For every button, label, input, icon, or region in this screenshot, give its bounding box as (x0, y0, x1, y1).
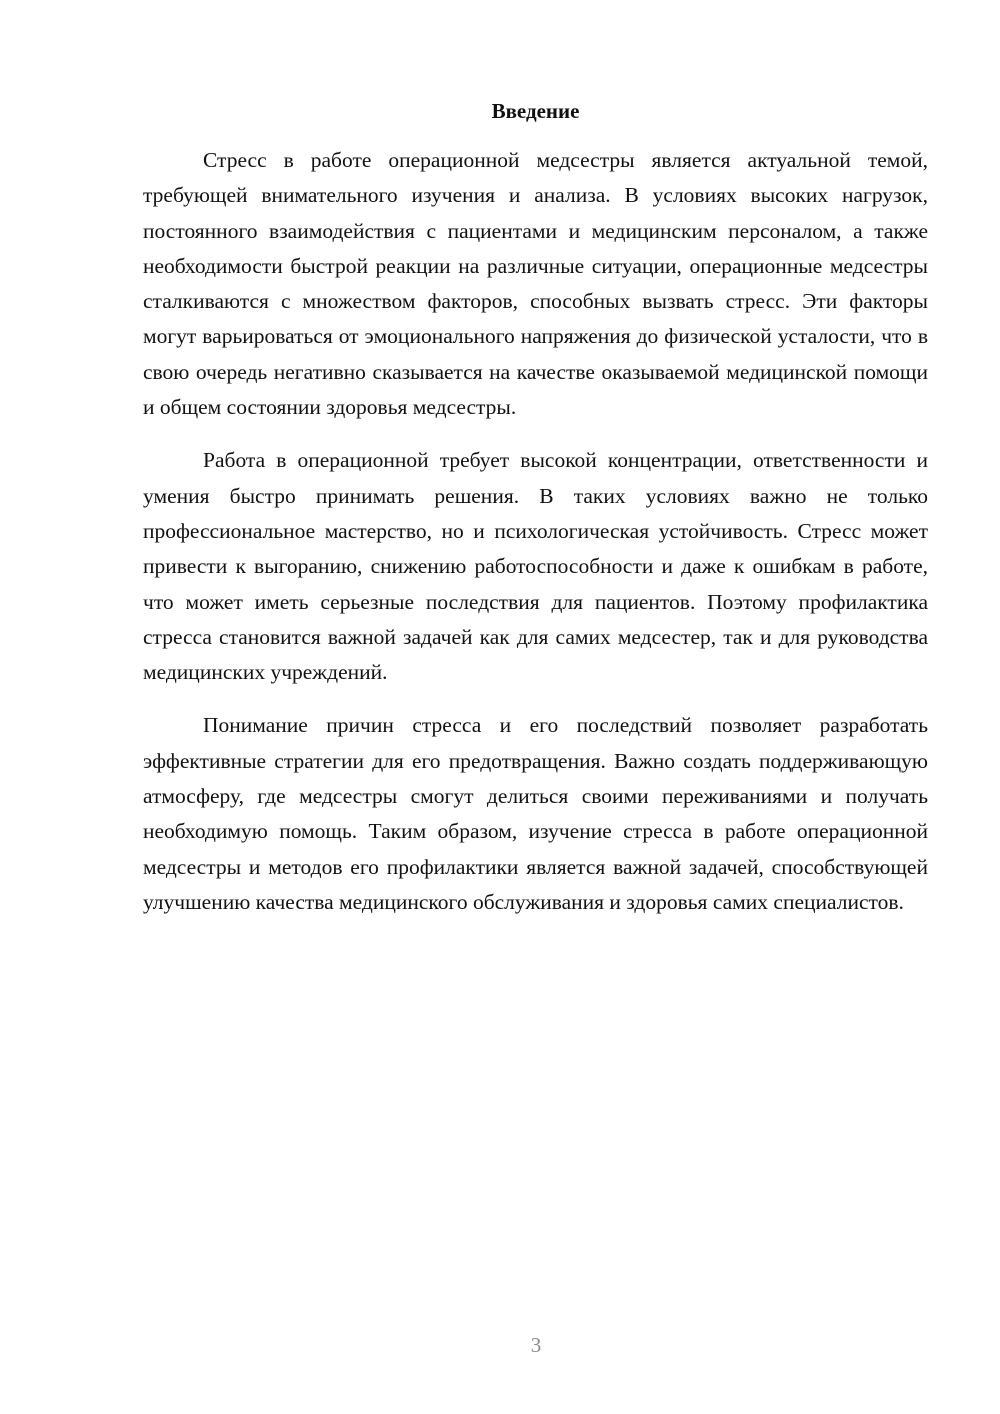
paragraph-1: Стресс в работе операционной медсестры является актуальной темой, требующей внимательного изучения и анализа. В условиях высоких нагрузок, постоянного взаимодействия с пациентами и медицинским персоналом, а также необходимости быстрой реакции на различные ситуации, операционные медсестры сталкиваются с множеством факторов, способных вызвать стресс. Эти факторы могут варьироваться от эмоционального напряжения до физической усталости, что в свою очередь негативно сказывается на качестве оказываемой медицинской помощи и общем состоянии здоровья медсестры. (143, 148, 928, 420)
section-heading: Введение (491, 99, 580, 123)
page-number: 3 (530, 1333, 542, 1357)
paragraph-2: Работа в операционной требует высокой концентрации, ответственности и умения быстро принимать решения. В таких условиях важно не только профессиональное мастерство, но и психологическая устойчивость. Стресс может привести к выгоранию, снижению работоспособности и даже к ошибкам в работе, что может иметь серьезные последствия для пациентов. Поэтому профилактика стресса становится важной задачей как для самих медсестер, так и для руководства медицинских учреждений. (143, 448, 928, 685)
paragraph-3: Понимание причин стресса и его последствий позволяет разработать эффективные стратегии для его предотвращения. Важно создать поддерживающую атмосферу, где медсестры смогут делиться своими переживаниями и получать необходимую помощь. Таким образом, изучение стресса в работе операционной медсестры и методов его профилактики является важной задачей, способствующей улучшению качества медицинского обслуживания и здоровья самих специалистов. (143, 713, 928, 914)
page-content (143, 96, 928, 920)
